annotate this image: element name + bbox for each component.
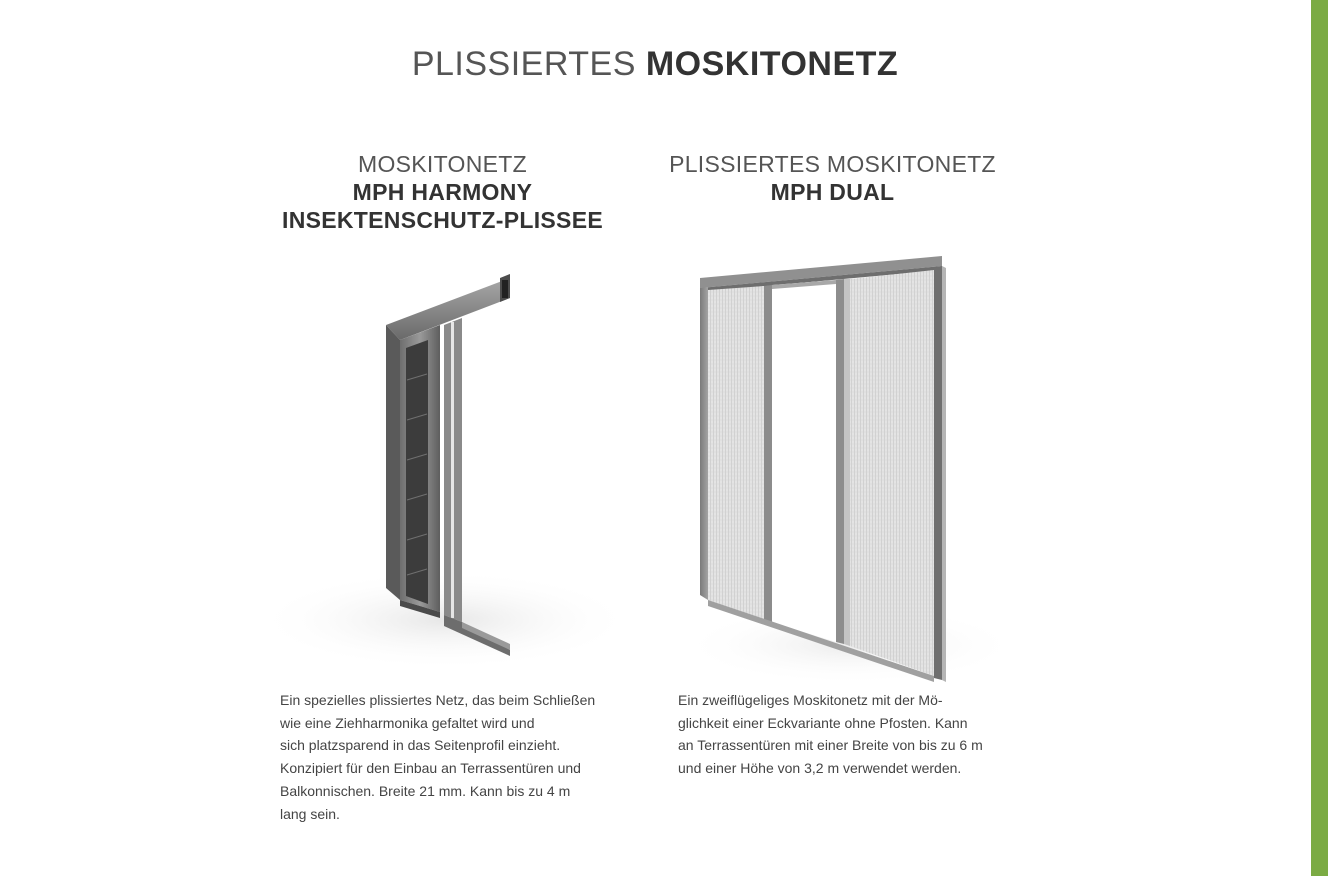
description-line: Ein zweiflügeliges Moskitonetz mit der Mö-	[678, 692, 943, 708]
description-line: sich platzsparend in das Seitenprofil einzieht.	[280, 737, 561, 754]
accent-side-bar	[1311, 0, 1328, 876]
description-line: Ein spezielles plissiertes Netz, das beim Schließen	[280, 692, 596, 708]
page-title-bold: MOSKITONETZ	[645, 45, 899, 83]
description-line: Balkonnischen. Breite 21 mm. Kann bis zu 4 m	[280, 782, 571, 799]
product-name-line2: INSEKTENSCHUTZ-PLISSEE	[282, 207, 603, 233]
product-description	[280, 689, 625, 825]
product-name-line1: MPH DUAL	[770, 179, 895, 205]
pleated-door-profile-image	[240, 270, 645, 690]
product-card-dual	[660, 150, 1005, 777]
description-line: und einer Höhe von 3,2 m verwendet werden.	[678, 760, 962, 777]
page-title-light: PLISSIERTES	[411, 45, 636, 83]
product-card-harmony	[240, 150, 645, 822]
product-subtitle: MOSKITONETZ	[358, 151, 527, 177]
product-name-line1: MPH HARMONY	[352, 179, 533, 205]
product-description	[678, 689, 1013, 780]
description-line: an Terrassentüren mit einer Breite von bis zu 6 m	[678, 737, 983, 754]
description-line: lang sein.	[280, 805, 340, 822]
description-line: Konzipiert für den Einbau an Terrassentüren und	[280, 760, 581, 777]
product-heading	[240, 150, 645, 234]
page-title	[0, 42, 1310, 86]
product-subtitle: PLISSIERTES MOSKITONETZ	[669, 151, 996, 177]
description-line: glichkeit einer Eckvariante ohne Pfosten. Kann	[678, 714, 968, 731]
double-pleated-screen-door-image	[680, 250, 1035, 690]
product-heading	[660, 150, 1005, 206]
description-line: wie eine Ziehharmonika gefaltet wird und	[280, 714, 535, 731]
